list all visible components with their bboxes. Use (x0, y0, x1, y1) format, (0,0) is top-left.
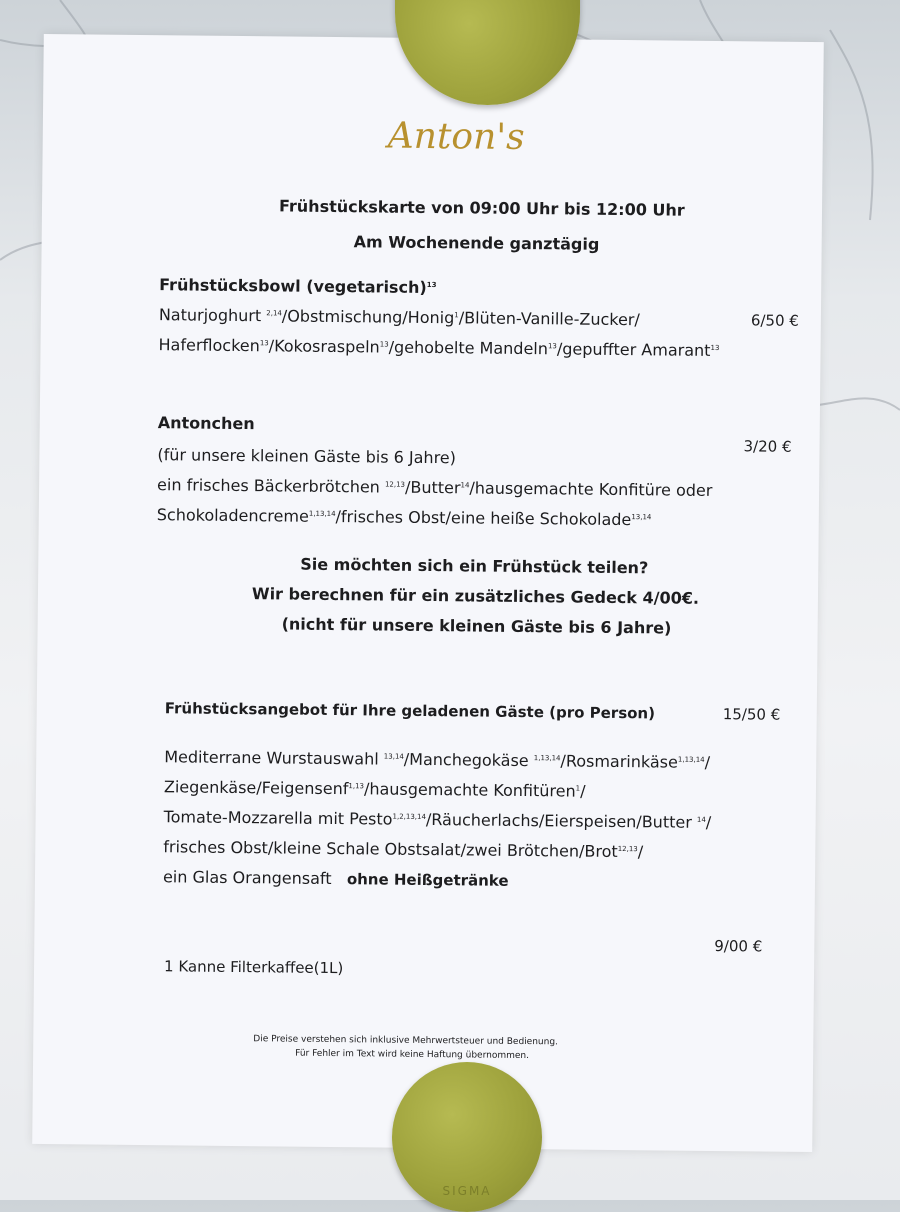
coffee-price: 9/00 € (714, 937, 763, 956)
magnet-brand-text: SIGMA (442, 1184, 492, 1198)
coffee-label: 1 Kanne Filterkaffee(1L) (163, 957, 344, 978)
menu-sheet (32, 34, 824, 1152)
antons-logo: Anton's (387, 115, 525, 158)
no-hot-drinks-note: ohne Heißgetränke (346, 870, 509, 890)
share-line1: Sie möchten sich ein Frühstück teilen? (300, 554, 649, 578)
header-weekend: Am Wochenende ganztägig (353, 232, 600, 254)
share-line3: (nicht für unsere kleinen Gäste bis 6 Jahre) (281, 614, 672, 638)
antonchen-line1: (für unsere kleinen Gäste bis 6 Jahre) (157, 445, 457, 468)
guests-line2: Ziegenkäse/Feigensenf$^{1,13}$/hausgemachte Konfitüren$^1$/ (163, 777, 586, 801)
antonchen-line3: Schokoladencreme$^{1,13,14}$/frisches Obst/eine heiße Schokolade$^{13,14}$ (156, 505, 652, 530)
guests-title: Frühstücksangebot für Ihre geladenen Gäste (pro Person) (164, 699, 656, 723)
bowl-title: Frühstücksbowl (vegetarisch)$^{13}$ (159, 275, 437, 297)
footer-line2: Für Fehler im Text wird keine Haftung übernommen. (295, 1048, 530, 1062)
antonchen-line2: ein frisches Bäckerbrötchen $^{12,13}$/Butter$^{14}$/hausgemachte Konfitüre oder (157, 475, 713, 500)
bowl-price: 6/50 € (750, 311, 799, 330)
guests-line4: frisches Obst/kleine Schale Obstsalat/zwei Brötchen/Brot$^{12,13}$/ (163, 837, 644, 862)
guests-line3: Tomate-Mozzarella mit Pesto$^{1,2,13,14}$/Räucherlachs/Eierspeisen/Butter $^{14}$/ (163, 807, 712, 832)
bottom-magnet (392, 1062, 542, 1212)
share-line2: Wir berechnen für ein zusätzliches Gedeck 4/00€. (251, 584, 700, 608)
bowl-ingredients-line1: Naturjoghurt $^{2,14}$/Obstmischung/Honig$^1$/Blüten-Vanille-Zucker/ (158, 305, 640, 330)
guests-line5: ein Glas Orangensaft ohne Heißgetränke (162, 867, 509, 890)
guests-line1: Mediterrane Wurstauswahl $^{13,14}$/Manchegokäse $^{1,13,14}$/Rosmarinkäse$^{1,13,14}$/ (164, 747, 711, 772)
antonchen-price: 3/20 € (743, 437, 792, 456)
header-hours: Frühstückskarte von 09:00 Uhr bis 12:00 Uhr (278, 196, 685, 220)
antonchen-title: Antonchen (157, 413, 255, 434)
footer-line1: Die Preise verstehen sich inklusive Mehrwertsteuer und Bedienung. (253, 1034, 558, 1048)
bowl-ingredients-line2: Haferflocken$^{13}$/Kokosraspeln$^{13}$/gehobelte Mandeln$^{13}$/gepuffter Amarant$^{13}$ (158, 335, 720, 360)
guests-price: 15/50 € (722, 705, 781, 724)
